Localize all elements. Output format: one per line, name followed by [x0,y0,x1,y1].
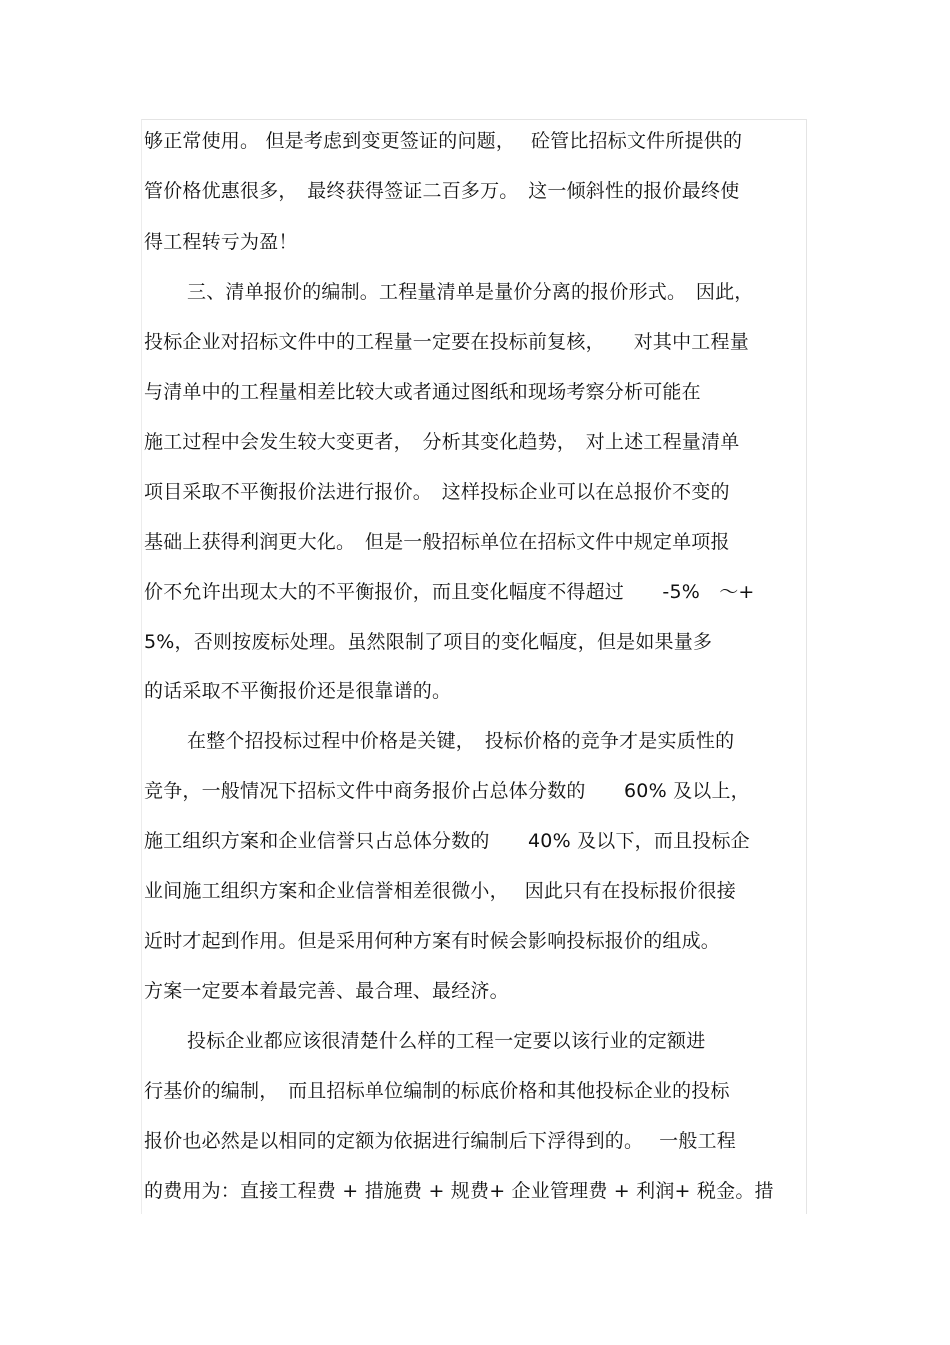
text-line: 与清单中的工程量相差比较大或者通过图纸和现场考察分析可能在 [144,381,701,403]
paragraph-start-line: 在整个招投标过程中价格是关键， 投标价格的竞争才是实质性的 [187,730,735,752]
text-line: 报价也必然是以相同的定额为依据进行编制后下浮得到的。 一般工程 [144,1130,736,1152]
text-line: 够正常使用。 但是考虑到变更签证的问题， 砼管比招标文件所提供的 [144,130,743,152]
text-line: 行基价的编制， 而且招标单位编制的标底价格和其他投标企业的投标 [144,1080,730,1102]
text-line: 方案一定要本着最完善、最合理、最经济。 [144,980,509,1002]
text-line: 竞争，一般情况下招标文件中商务报价占总体分数的 60% 及以上， [144,780,750,802]
text-line: 的话采取不平衡报价还是很靠谱的。 [144,680,452,702]
text-line: 项目采取不平衡报价法进行报价。 这样投标企业可以在总报价不变的 [144,481,730,503]
text-line: 施工过程中会发生较大变更者， 分析其变化趋势， 对上述工程量清单 [144,431,740,453]
paragraph-start-line: 三、清单报价的编制。工程量清单是量价分离的报价形式。 因此， [187,281,754,303]
text-line: 的费用为：直接工程费 + 措施费 + 规费+ 企业管理费 + 利润+ 税金。措 [144,1180,774,1202]
text-line: 管价格优惠很多， 最终获得签证二百多万。 这一倾斜性的报价最终使 [144,180,740,202]
text-line: 价不允许出现太大的不平衡报价，而且变化幅度不得超过 -5% ～+ [144,581,755,603]
paragraph-start-line: 投标企业都应该很清楚什么样的工程一定要以该行业的定额进 [187,1030,706,1052]
text-line: 投标企业对招标文件中的工程量一定要在投标前复核， 对其中工程量 [144,331,749,353]
text-line: 得工程转亏为盈！ [144,231,298,253]
text-line: 5%，否则按废标处理。虽然限制了项目的变化幅度，但是如果量多 [144,631,713,653]
text-line: 基础上获得利润更大化。 但是一般招标单位在招标文件中规定单项报 [144,531,730,553]
text-line: 业间施工组织方案和企业信誉相差很微小， 因此只有在投标报价很接 [144,880,736,902]
text-line: 施工组织方案和企业信誉只占总体分数的 40% 及以下，而且投标企 [144,830,750,852]
text-line: 近时才起到作用。但是采用何种方案有时候会影响投标报价的组成。 [144,930,721,952]
